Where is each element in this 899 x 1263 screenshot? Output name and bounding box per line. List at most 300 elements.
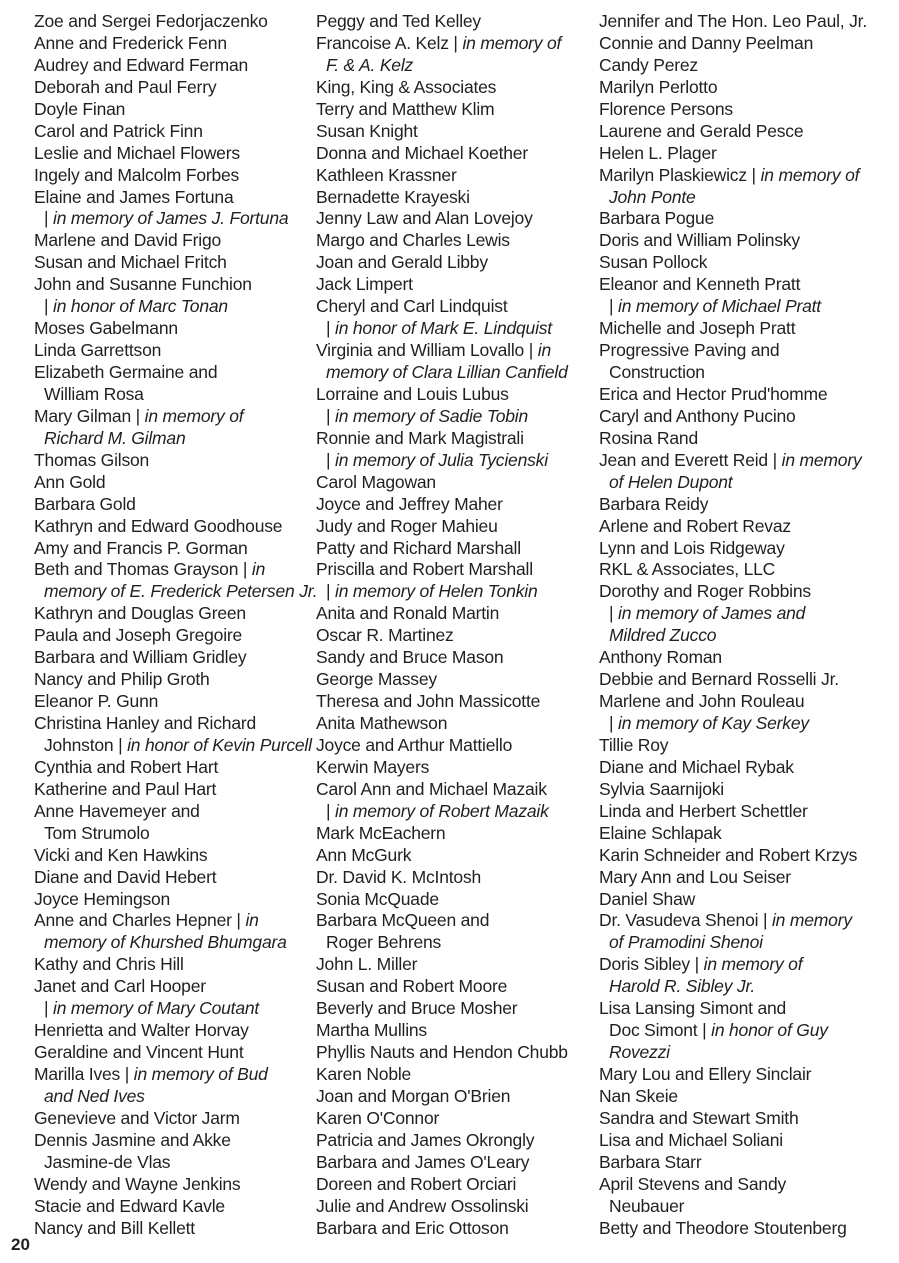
dedication-text: and Ned Ives bbox=[44, 1085, 145, 1106]
donor-line-continuation bbox=[34, 581, 317, 603]
donor-name-text: Susan and Michael Fritch bbox=[34, 252, 227, 273]
donor-name-text: Amy and Francis P. Gorman bbox=[34, 537, 248, 558]
donor-line bbox=[599, 165, 867, 187]
donor-line bbox=[34, 121, 317, 143]
donor-name-text: Henrietta and Walter Horvay bbox=[34, 1020, 249, 1041]
donor-line-continuation bbox=[34, 1086, 317, 1108]
donor-line bbox=[599, 55, 867, 77]
donor-line bbox=[316, 1020, 568, 1042]
donor-name-text: | bbox=[609, 603, 619, 624]
donor-name-text: Anthony Roman bbox=[599, 647, 722, 668]
donor-line bbox=[599, 691, 867, 713]
donor-name-text: Doyle Finan bbox=[34, 98, 126, 119]
donor-name-text: Michelle and Joseph Pratt bbox=[599, 318, 796, 339]
donor-line bbox=[34, 1064, 317, 1086]
donor-line bbox=[34, 538, 317, 560]
dedication-text: Harold R. Sibley Jr. bbox=[609, 976, 756, 997]
donor-name-text: Janet and Carl Hooper bbox=[34, 976, 206, 997]
donor-line bbox=[34, 318, 317, 340]
donor-line bbox=[599, 1130, 867, 1152]
donor-name-text: Joyce and Jeffrey Maher bbox=[316, 493, 503, 514]
donor-name-text: Genevieve and Victor Jarm bbox=[34, 1107, 240, 1128]
donor-line bbox=[34, 362, 317, 384]
donor-name-text: Joan and Morgan O'Brien bbox=[316, 1085, 511, 1106]
donor-name-text: Susan Pollock bbox=[599, 252, 708, 273]
donor-line-continuation bbox=[316, 362, 568, 384]
donor-name-text: John and Susanne Funchion bbox=[34, 274, 252, 295]
donor-name-text: Progressive Paving and bbox=[599, 340, 780, 361]
dedication-text: in memory of Sadie Tobin bbox=[335, 405, 529, 426]
donor-name-text: Barbara McQueen and bbox=[316, 910, 490, 931]
donor-name-text: Helen L. Plager bbox=[599, 142, 717, 163]
donor-line-continuation bbox=[316, 932, 568, 954]
donor-name-text: Julie and Andrew Ossolinski bbox=[316, 1195, 529, 1216]
dedication-text: Richard M. Gilman bbox=[44, 427, 186, 448]
dedication-text: in bbox=[251, 559, 266, 580]
donor-line bbox=[34, 406, 317, 428]
donor-name-text: Christina Hanley and Richard bbox=[34, 713, 257, 733]
donor-name-text: Leslie and Michael Flowers bbox=[34, 142, 240, 163]
donor-name-text: Doris Sibley | bbox=[599, 954, 704, 975]
donor-line bbox=[599, 1218, 867, 1240]
donor-line bbox=[316, 1064, 568, 1086]
dedication-text: in memory of bbox=[760, 164, 860, 185]
donor-line bbox=[316, 494, 568, 516]
donor-line bbox=[34, 11, 317, 33]
donor-line bbox=[599, 230, 867, 252]
donor-name-text: Linda and Herbert Schettler bbox=[599, 800, 808, 821]
donor-name-text: | bbox=[609, 296, 619, 317]
donor-line bbox=[599, 779, 867, 801]
donor-name-text: Eleanor P. Gunn bbox=[34, 691, 159, 712]
donor-name-text: Karen Noble bbox=[316, 1064, 412, 1084]
dedication-text: in memory of Julia Tycienski bbox=[335, 449, 548, 470]
donor-line bbox=[316, 165, 568, 187]
donor-name-text: Virginia and William Lovallo | bbox=[316, 340, 538, 361]
donor-name-text: | bbox=[326, 449, 336, 470]
donor-line bbox=[316, 647, 568, 669]
donor-name-text: Jack Limpert bbox=[316, 274, 413, 295]
donor-line bbox=[316, 1196, 568, 1218]
donor-name-text: Neubauer bbox=[609, 1195, 685, 1216]
donor-line-continuation bbox=[599, 362, 867, 384]
donor-line bbox=[316, 121, 568, 143]
donor-line bbox=[34, 33, 317, 55]
donor-line bbox=[599, 77, 867, 99]
donor-line bbox=[316, 99, 568, 121]
donor-name-text: Barbara and James O'Leary bbox=[316, 1151, 530, 1172]
donor-line bbox=[599, 1108, 867, 1130]
donor-line bbox=[34, 647, 317, 669]
donor-name-text: Diane and Michael Rybak bbox=[599, 756, 794, 777]
donor-name-text: Susan Knight bbox=[316, 120, 418, 141]
donor-line bbox=[316, 1042, 568, 1064]
donor-line bbox=[34, 603, 317, 625]
donor-name-text: Sandy and Bruce Mason bbox=[316, 647, 504, 668]
donor-line bbox=[316, 910, 568, 932]
donor-line bbox=[316, 1174, 568, 1196]
donor-name-text: Cynthia and Robert Hart bbox=[34, 756, 219, 777]
donor-name-text: Caryl and Anthony Pucino bbox=[599, 405, 796, 426]
dedication-text: Rovezzi bbox=[609, 1042, 670, 1063]
donor-name-text: Moses Gabelmann bbox=[34, 318, 178, 339]
donor-name-text: | bbox=[326, 800, 336, 821]
donor-line bbox=[316, 954, 568, 976]
dedication-text: in bbox=[245, 910, 259, 931]
donor-name-text: Barbara Gold bbox=[34, 493, 136, 514]
donor-line bbox=[599, 99, 867, 121]
donor-line bbox=[34, 1218, 317, 1240]
donor-name-text: | bbox=[44, 296, 54, 317]
donor-line bbox=[599, 1152, 867, 1174]
dedication-text: in memory bbox=[771, 910, 852, 931]
donor-name-text: Roger Behrens bbox=[326, 932, 442, 953]
dedication-text: of Helen Dupont bbox=[609, 471, 733, 492]
donor-column-2 bbox=[316, 11, 568, 1240]
dedication-text: in memory of bbox=[144, 405, 244, 426]
donor-name-text: Lisa and Michael Soliani bbox=[599, 1129, 783, 1150]
donor-line bbox=[34, 494, 317, 516]
donor-name-text: Tillie Roy bbox=[599, 734, 669, 755]
donor-line bbox=[599, 33, 867, 55]
donor-line bbox=[599, 954, 867, 976]
donor-line-continuation bbox=[599, 187, 867, 209]
donor-line bbox=[599, 274, 867, 296]
donor-line-continuation bbox=[316, 318, 568, 340]
donor-name-text: Anita Mathewson bbox=[316, 713, 448, 733]
donor-name-text: Florence Persons bbox=[599, 98, 733, 119]
donor-name-text: Joyce and Arthur Mattiello bbox=[316, 734, 513, 755]
dedication-text: of Pramodini Shenoi bbox=[609, 932, 763, 953]
dedication-text: in memory of bbox=[703, 954, 803, 975]
donor-line bbox=[316, 691, 568, 713]
donor-name-text: Kerwin Mayers bbox=[316, 756, 430, 777]
donor-name-text: Barbara Reidy bbox=[599, 493, 709, 514]
donor-line bbox=[34, 976, 317, 998]
dedication-text: in bbox=[537, 340, 551, 361]
donor-name-text: Susan and Robert Moore bbox=[316, 976, 508, 997]
donor-name-text: Mary Gilman | bbox=[34, 405, 145, 426]
donor-name-text: Tom Strumolo bbox=[44, 822, 150, 843]
donor-line bbox=[316, 516, 568, 538]
donor-name-text: | bbox=[44, 998, 54, 1019]
donor-name-text: Johnston | bbox=[44, 734, 128, 755]
donor-line bbox=[599, 1174, 867, 1196]
donor-line bbox=[316, 77, 568, 99]
donor-name-text: Thomas Gilson bbox=[34, 449, 150, 470]
donor-line bbox=[34, 801, 317, 823]
donor-line bbox=[34, 845, 317, 867]
donor-name-text: Margo and Charles Lewis bbox=[316, 230, 510, 251]
donor-name-text: Diane and David Hebert bbox=[34, 866, 217, 887]
donor-line bbox=[34, 1130, 317, 1152]
donor-line bbox=[34, 1108, 317, 1130]
dedication-text: in memory of James J. Fortuna bbox=[53, 208, 289, 229]
dedication-text: in honor of Kevin Purcell bbox=[127, 734, 312, 755]
donor-line bbox=[599, 406, 867, 428]
donor-line bbox=[34, 472, 317, 494]
donor-line bbox=[599, 252, 867, 274]
donor-line bbox=[599, 516, 867, 538]
donor-name-text: Francoise A. Kelz | bbox=[316, 32, 463, 53]
donor-line bbox=[316, 867, 568, 889]
donor-name-text: Dr. David K. McIntosh bbox=[316, 866, 482, 887]
donor-line bbox=[316, 1086, 568, 1108]
dedication-text: in honor of Marc Tonan bbox=[53, 296, 228, 317]
donor-name-text: Joan and Gerald Libby bbox=[316, 252, 488, 273]
dedication-text: in memory of Michael Pratt bbox=[618, 296, 821, 317]
donor-line bbox=[34, 77, 317, 99]
dedication-text: F. & A. Kelz bbox=[326, 54, 414, 75]
donor-line bbox=[599, 669, 867, 691]
donor-line bbox=[316, 384, 568, 406]
dedication-text: John Ponte bbox=[609, 186, 696, 207]
donor-line bbox=[316, 976, 568, 998]
donor-line bbox=[34, 99, 317, 121]
donor-line bbox=[599, 867, 867, 889]
donor-line-continuation bbox=[599, 603, 867, 625]
donor-line bbox=[34, 867, 317, 889]
dedication-text: in memory of Bud bbox=[133, 1064, 268, 1084]
dedication-text: memory of E. Frederick Petersen Jr. bbox=[44, 581, 318, 602]
donor-name-text: Marilyn Perlotto bbox=[599, 76, 718, 97]
donor-name-text: Betty and Theodore Stoutenberg bbox=[599, 1217, 847, 1238]
donor-name-text: Debbie and Bernard Rosselli Jr. bbox=[599, 669, 839, 690]
donor-name-text: Marilyn Plaskiewicz | bbox=[599, 164, 761, 185]
donor-name-text: Cheryl and Carl Lindquist bbox=[316, 296, 508, 317]
donor-name-text: Nancy and Philip Groth bbox=[34, 669, 210, 690]
donor-name-text: Joyce Hemingson bbox=[34, 888, 171, 909]
donor-line bbox=[599, 494, 867, 516]
donor-line bbox=[34, 340, 317, 362]
donor-line bbox=[316, 538, 568, 560]
donor-column-1 bbox=[34, 11, 317, 1240]
donor-name-text: Dennis Jasmine and Akke bbox=[34, 1129, 231, 1150]
donor-line-continuation bbox=[316, 581, 568, 603]
donor-line-continuation bbox=[599, 1196, 867, 1218]
donor-line bbox=[316, 252, 568, 274]
donor-name-text: Patty and Richard Marshall bbox=[316, 537, 521, 558]
donor-name-text: Anita and Ronald Martin bbox=[316, 603, 500, 624]
donor-name-text: John L. Miller bbox=[316, 954, 418, 975]
donor-name-text: Oscar R. Martinez bbox=[316, 625, 454, 646]
donor-name-text: Lynn and Lois Ridgeway bbox=[599, 537, 785, 558]
donor-line bbox=[316, 603, 568, 625]
donor-line-continuation bbox=[599, 625, 867, 647]
donor-line-continuation bbox=[316, 55, 568, 77]
donor-name-text: Doris and William Polinsky bbox=[599, 230, 800, 251]
donor-name-text: Beverly and Bruce Mosher bbox=[316, 998, 518, 1019]
donor-line bbox=[599, 845, 867, 867]
donor-line-continuation bbox=[316, 406, 568, 428]
donor-line bbox=[316, 11, 568, 33]
donor-name-text: April Stevens and Sandy bbox=[599, 1173, 787, 1194]
donor-name-text: Judy and Roger Mahieu bbox=[316, 515, 498, 536]
donor-name-text: Paula and Joseph Gregoire bbox=[34, 625, 243, 646]
donor-line bbox=[34, 230, 317, 252]
donor-line-continuation bbox=[34, 735, 317, 757]
donor-name-text: Candy Perez bbox=[599, 54, 698, 75]
donor-name-text: Jennifer and The Hon. Leo Paul, Jr. bbox=[599, 11, 867, 31]
donor-name-text: Barbara Starr bbox=[599, 1151, 702, 1172]
donor-line bbox=[316, 735, 568, 757]
donor-name-text: Lorraine and Louis Lubus bbox=[316, 383, 509, 404]
donor-name-text: Patricia and James Okrongly bbox=[316, 1129, 535, 1150]
donor-name-text: Stacie and Edward Kavle bbox=[34, 1195, 225, 1216]
donor-line bbox=[34, 889, 317, 911]
donor-line-continuation bbox=[316, 801, 568, 823]
donor-line bbox=[316, 757, 568, 779]
donor-name-text: Anne and Frederick Fenn bbox=[34, 32, 227, 53]
donor-name-text: Construction bbox=[609, 362, 705, 382]
dedication-text: in honor of Guy bbox=[711, 1020, 828, 1041]
dedication-text: in memory of Kay Serkey bbox=[618, 713, 809, 733]
donor-name-text: Elizabeth Germaine and bbox=[34, 362, 218, 382]
donor-line bbox=[316, 889, 568, 911]
donor-name-text: Marlene and David Frigo bbox=[34, 230, 222, 251]
donor-name-text: George Massey bbox=[316, 669, 437, 690]
donor-line bbox=[599, 143, 867, 165]
donor-line bbox=[316, 559, 568, 581]
donor-line-continuation bbox=[34, 823, 317, 845]
donor-line bbox=[34, 1174, 317, 1196]
donor-name-text: Carol Magowan bbox=[316, 471, 436, 492]
donor-name-text: RKL & Associates, LLC bbox=[599, 559, 776, 580]
donor-line bbox=[34, 1042, 317, 1064]
donor-name-text: Marlene and John Rouleau bbox=[599, 691, 805, 712]
donor-line-continuation bbox=[34, 208, 317, 230]
donor-line bbox=[599, 538, 867, 560]
donor-name-text: | bbox=[44, 208, 54, 229]
donor-name-text: Daniel Shaw bbox=[599, 888, 696, 909]
donor-line bbox=[34, 691, 317, 713]
donor-name-text: Wendy and Wayne Jenkins bbox=[34, 1173, 241, 1194]
donor-line bbox=[34, 559, 317, 581]
donor-name-text: Ingely and Malcolm Forbes bbox=[34, 164, 240, 185]
donor-line bbox=[599, 735, 867, 757]
donor-name-text: Doreen and Robert Orciari bbox=[316, 1173, 517, 1194]
donor-name-text: Elaine and James Fortuna bbox=[34, 186, 234, 207]
donor-line bbox=[34, 757, 317, 779]
donor-name-text: Dorothy and Roger Robbins bbox=[599, 581, 811, 602]
donor-column-3 bbox=[599, 11, 867, 1240]
donor-name-text: Ronnie and Mark Magistrali bbox=[316, 427, 524, 448]
donor-line bbox=[34, 954, 317, 976]
donor-line bbox=[316, 1218, 568, 1240]
donor-name-text: Mark McEachern bbox=[316, 822, 446, 843]
donor-name-text: Peggy and Ted Kelley bbox=[316, 11, 481, 31]
donor-name-text: Mary Lou and Ellery Sinclair bbox=[599, 1064, 812, 1084]
donor-line bbox=[316, 1152, 568, 1174]
dedication-text: in memory of bbox=[462, 32, 562, 53]
donor-name-text: Ann McGurk bbox=[316, 844, 412, 865]
donor-line bbox=[34, 143, 317, 165]
donor-line bbox=[599, 757, 867, 779]
donor-line bbox=[34, 187, 317, 209]
donor-line bbox=[316, 669, 568, 691]
donor-name-text: Marilla Ives | bbox=[34, 1064, 134, 1084]
donor-line bbox=[599, 998, 867, 1020]
donor-name-text: | bbox=[326, 581, 336, 602]
donor-line bbox=[316, 1130, 568, 1152]
donor-line bbox=[316, 230, 568, 252]
donor-line-continuation bbox=[599, 976, 867, 998]
dedication-text: in memory bbox=[781, 449, 862, 470]
donor-name-text: Zoe and Sergei Fedorjaczenko bbox=[34, 11, 268, 31]
donor-name-text: Priscilla and Robert Marshall bbox=[316, 559, 533, 580]
donor-name-text: King, King & Associates bbox=[316, 76, 497, 97]
donor-line bbox=[34, 713, 317, 735]
donor-name-text: Kathy and Chris Hill bbox=[34, 954, 184, 975]
donor-line-continuation bbox=[34, 428, 317, 450]
donor-name-text: Karen O'Connor bbox=[316, 1107, 440, 1128]
donor-line bbox=[316, 713, 568, 735]
donor-line bbox=[316, 33, 568, 55]
donor-line bbox=[316, 340, 568, 362]
donor-line bbox=[34, 625, 317, 647]
donor-name-text: Kathryn and Edward Goodhouse bbox=[34, 515, 283, 536]
dedication-text: in memory of James and bbox=[618, 603, 806, 624]
donor-line bbox=[316, 779, 568, 801]
donor-line bbox=[316, 143, 568, 165]
dedication-text: memory of Clara Lillian Canfield bbox=[326, 362, 568, 382]
donor-name-text: Lisa Lansing Simont and bbox=[599, 998, 787, 1019]
donor-name-text: Nancy and Bill Kellett bbox=[34, 1217, 195, 1238]
dedication-text: Mildred Zucco bbox=[609, 625, 717, 646]
donor-name-text: Katherine and Paul Hart bbox=[34, 778, 217, 799]
donor-line bbox=[34, 165, 317, 187]
donor-line bbox=[34, 669, 317, 691]
donor-name-text: Carol Ann and Michael Mazaik bbox=[316, 778, 547, 799]
donor-line bbox=[316, 274, 568, 296]
donor-name-text: Elaine Schlapak bbox=[599, 822, 722, 843]
donor-line-continuation bbox=[34, 296, 317, 318]
donor-line bbox=[599, 801, 867, 823]
donor-name-text: Barbara and Eric Ottoson bbox=[316, 1217, 509, 1238]
donor-name-text: Terry and Matthew Klim bbox=[316, 98, 495, 119]
donor-line bbox=[316, 625, 568, 647]
donor-name-text: Nan Skeie bbox=[599, 1085, 678, 1106]
donor-name-text: Rosina Rand bbox=[599, 427, 698, 448]
donor-line bbox=[34, 779, 317, 801]
donor-line bbox=[316, 187, 568, 209]
donor-name-text: William Rosa bbox=[44, 383, 144, 404]
donor-line bbox=[599, 318, 867, 340]
donor-line bbox=[34, 516, 317, 538]
donor-name-text: Arlene and Robert Revaz bbox=[599, 515, 791, 536]
donor-line bbox=[599, 910, 867, 932]
donor-name-text: Geraldine and Vincent Hunt bbox=[34, 1042, 244, 1063]
page-number: 20 bbox=[11, 1235, 30, 1254]
donor-line bbox=[599, 647, 867, 669]
donor-name-text: Anne Havemeyer and bbox=[34, 800, 200, 821]
donor-name-text: Phyllis Nauts and Hendon Chubb bbox=[316, 1042, 568, 1063]
donor-line bbox=[34, 450, 317, 472]
donor-name-text: Eleanor and Kenneth Pratt bbox=[599, 274, 801, 295]
donor-name-text: Carol and Patrick Finn bbox=[34, 120, 203, 141]
donor-line bbox=[599, 559, 867, 581]
donor-name-text: Anne and Charles Hepner | bbox=[34, 910, 246, 931]
donor-name-text: Kathryn and Douglas Green bbox=[34, 603, 246, 624]
donor-line bbox=[599, 450, 867, 472]
donor-line bbox=[316, 472, 568, 494]
dedication-text: in memory of Mary Coutant bbox=[53, 998, 260, 1019]
donor-line bbox=[316, 208, 568, 230]
donor-line bbox=[316, 1108, 568, 1130]
donor-line-continuation bbox=[34, 932, 317, 954]
donor-line-continuation bbox=[34, 384, 317, 406]
donor-line bbox=[316, 296, 568, 318]
